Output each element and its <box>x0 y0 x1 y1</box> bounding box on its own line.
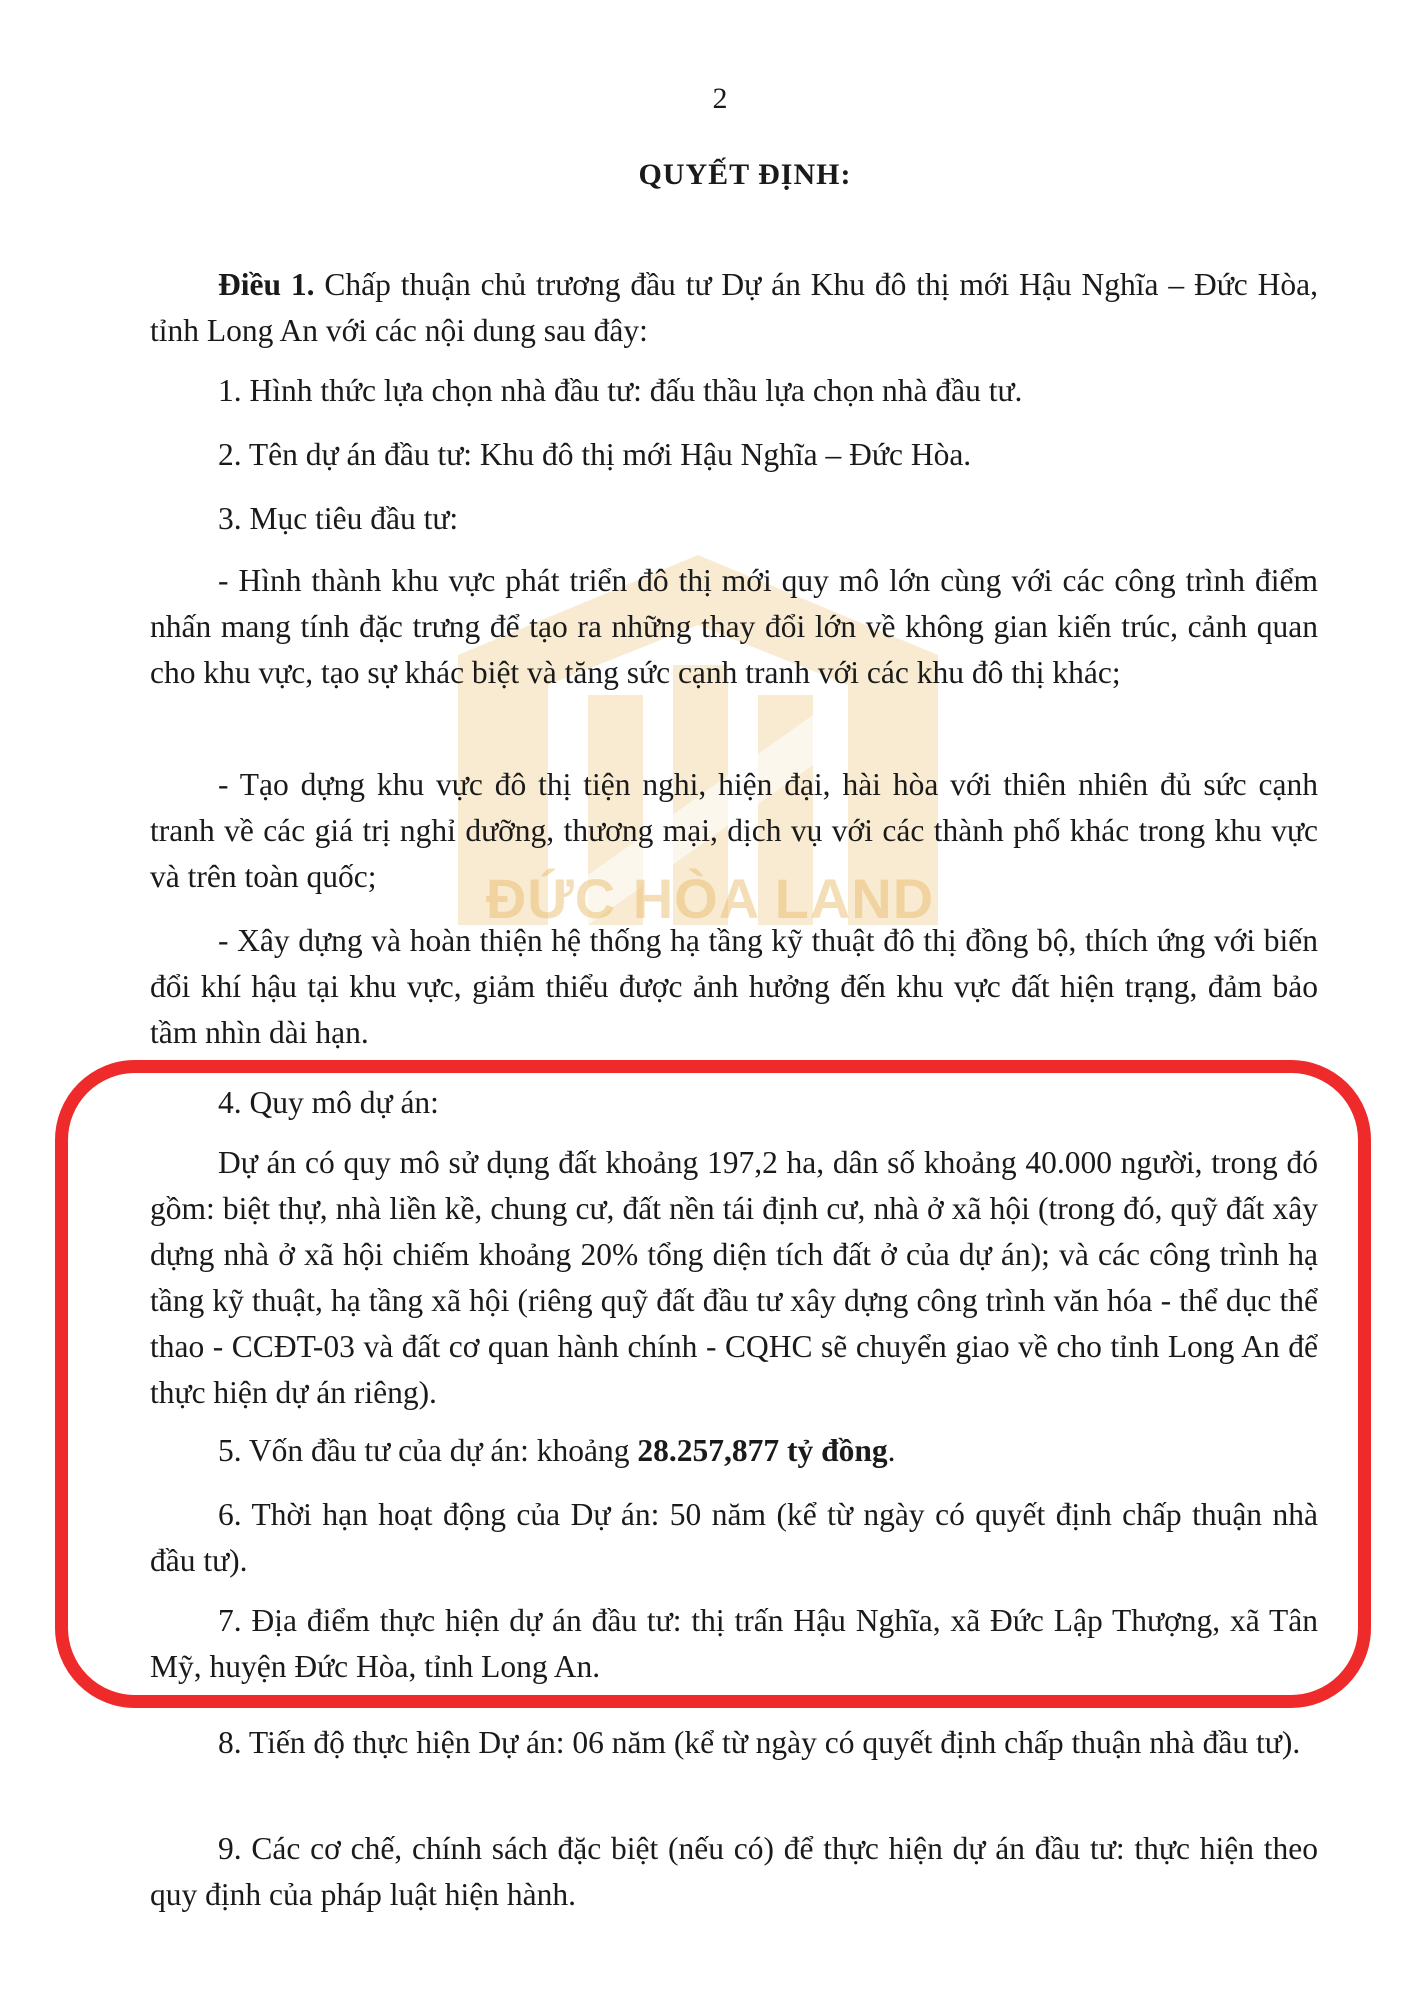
article-1-label: Điều 1. <box>218 267 315 302</box>
item-3: 3. Mục tiêu đầu tư: <box>218 501 459 536</box>
item-5-prefix: 5. Vốn đầu tư của dự án: khoảng <box>218 1433 638 1468</box>
article-1 <box>150 262 1318 354</box>
article-1-text: Chấp thuận chủ trương đầu tư Dự án Khu đô thị mới Hậu Nghĩa – Đức Hòa, tỉnh Long An với các nội dung sau đây: <box>150 267 1319 348</box>
item-2: 2. Tên dự án đầu tư: Khu đô thị mới Hậu Nghĩa – Đức Hòa. <box>218 437 972 472</box>
watermark-text: ĐỨC HÒA LAND <box>485 867 935 930</box>
investment-capital-value: 28.257,877 tỷ đồng <box>637 1433 888 1468</box>
item-9: 9. Các cơ chế, chính sách đặc biệt (nếu có) để thực hiện dự án đầu tư: thực hiện theo quy định của pháp luật hiện hành. <box>150 1831 1318 1912</box>
item-8: 8. Tiến độ thực hiện Dự án: 06 năm (kể từ ngày có quyết định chấp thuận nhà đầu tư). <box>218 1725 1301 1760</box>
item-3-bullet-1: - Hình thành khu vực phát triển đô thị mới quy mô lớn cùng với các công trình điểm nhấn mang tính đặc trưng để tạo ra những thay đổi lớn về không gian kiến trúc, cảnh quan cho khu vực, tạo sự khác biệt và tăng sức cạnh tranh với các khu đô thị khác; <box>150 563 1318 690</box>
item-7: 7. Địa điểm thực hiện dự án đầu tư: thị trấn Hậu Nghĩa, xã Đức Lập Thượng, xã Tân Mỹ, huyện Đức Hòa, tỉnh Long An. <box>150 1603 1318 1684</box>
item-4-text: Dự án có quy mô sử dụng đất khoảng 197,2 ha, dân số khoảng 40.000 người, trong đó gồm: biệt thự, nhà liền kề, chung cư, đất nền tái định cư, nhà ở xã hội (trong đó, quỹ đất xây dựng nhà ở xã hội chiếm khoảng 20% tổng diện tích đất ở của dự án); và các công trình hạ tầng kỹ thuật, hạ tầng xã hội (riêng quỹ đất đầu tư xây dựng công trình văn hóa - thể dục thể thao - CCĐT-03 và đất cơ quan hành chính - CQHC sẽ chuyển giao về cho tỉnh Long An để thực hiện dự án riêng). <box>150 1145 1318 1410</box>
item-1: 1. Hình thức lựa chọn nhà đầu tư: đấu thầu lựa chọn nhà đầu tư. <box>218 373 1023 408</box>
item-4: 4. Quy mô dự án: <box>218 1085 439 1120</box>
item-3-bullet-2: - Tạo dựng khu vực đô thị tiện nghi, hiện đại, hài hòa với thiên nhiên đủ sức cạnh tranh về các giá trị nghỉ dưỡng, thương mại, dịch vụ với các thành phố khác trong khu vực và trên toàn quốc; <box>150 767 1318 894</box>
item-3-bullet-3: - Xây dựng và hoàn thiện hệ thống hạ tầng kỹ thuật đô thị đồng bộ, thích ứng với biến đổi khí hậu tại khu vực, giảm thiểu được ảnh hưởng đến khu vực đất hiện trạng, đảm bảo tầm nhìn dài hạn. <box>150 923 1318 1050</box>
item-5 <box>150 1428 1318 1474</box>
item-5-suffix: . <box>887 1433 896 1468</box>
document-title: QUYẾT ĐỊNH: <box>638 158 852 191</box>
page-number: 2 <box>712 82 728 115</box>
item-6: 6. Thời hạn hoạt động của Dự án: 50 năm (kể từ ngày có quyết định chấp thuận nhà đầu tư). <box>150 1497 1318 1578</box>
